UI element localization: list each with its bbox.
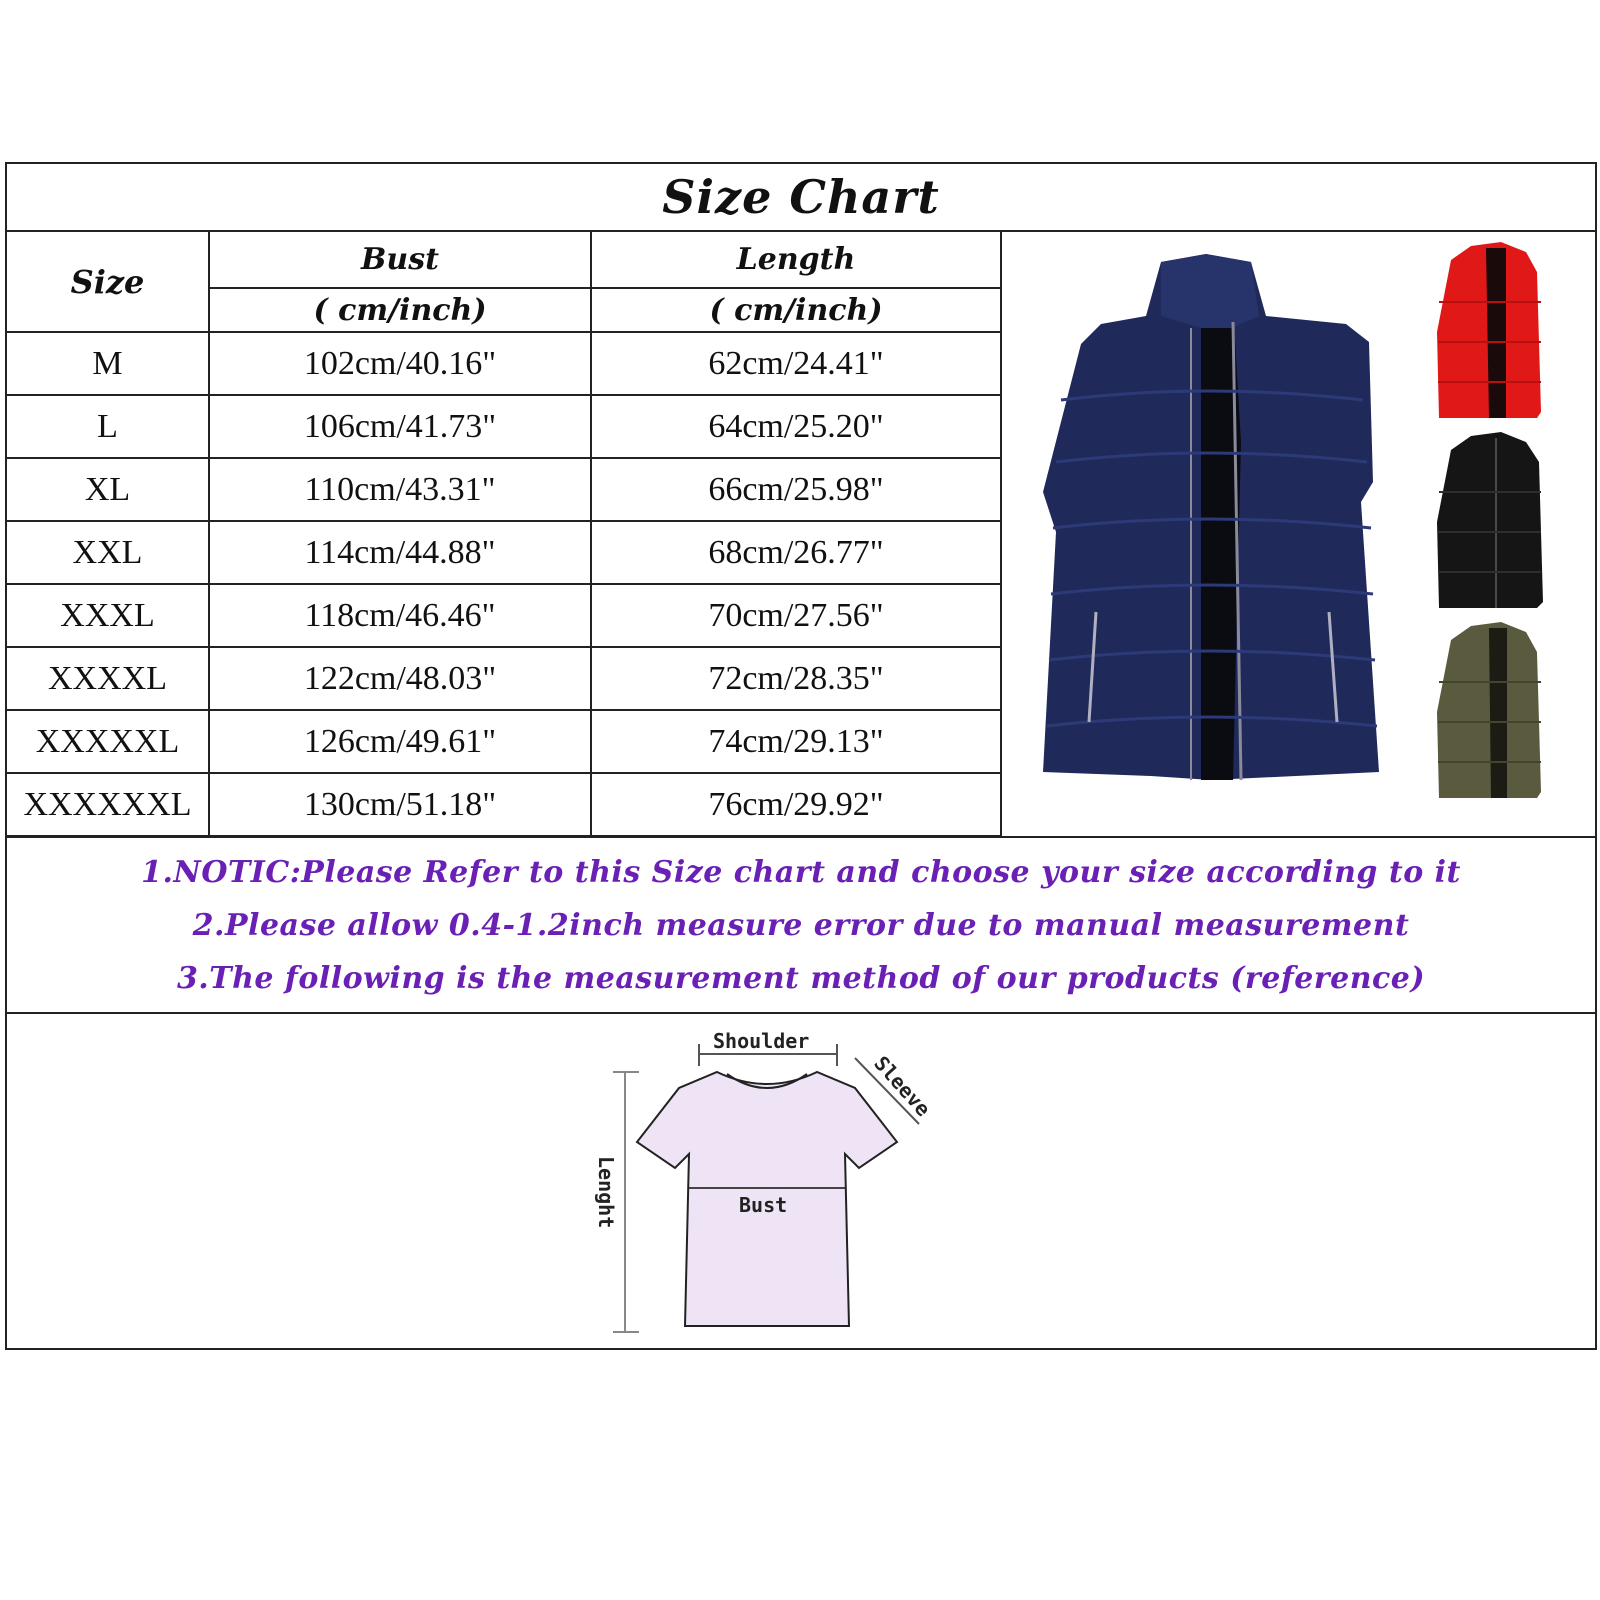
- bust-cell: 102cm/40.16": [209, 332, 591, 395]
- size-chart-frame: [5, 162, 1597, 1350]
- size-cell: XXXL: [7, 584, 209, 647]
- size-cell: L: [7, 395, 209, 458]
- bust-cell: 118cm/46.46": [209, 584, 591, 647]
- table-row: [7, 647, 1001, 710]
- table-row: [7, 332, 1001, 395]
- title-row: [7, 164, 1595, 232]
- bust-label: Bust: [739, 1193, 788, 1217]
- page-title: Size Chart: [662, 170, 940, 224]
- bust-cell: 126cm/49.61": [209, 710, 591, 773]
- size-cell: XXXXXXL: [7, 773, 209, 836]
- header-length-unit: ( cm/inch): [591, 288, 1001, 332]
- shoulder-label: Shoulder: [713, 1029, 810, 1053]
- header-size: Size: [7, 232, 209, 332]
- header-bust: Bust: [209, 232, 591, 288]
- length-cell: 70cm/27.56": [591, 584, 1001, 647]
- measurement-diagram-svg: [587, 1016, 1007, 1346]
- measurement-diagram: [587, 1016, 1007, 1346]
- size-cell: XXXXXL: [7, 710, 209, 773]
- table-row: [7, 773, 1001, 836]
- table-row: [7, 458, 1001, 521]
- length-cell: 74cm/29.13": [591, 710, 1001, 773]
- note-1: 1.NOTIC:Please Refer to this Size chart and choose your size according to it: [141, 855, 1461, 890]
- bust-cell: 122cm/48.03": [209, 647, 591, 710]
- length-cell: 62cm/24.41": [591, 332, 1001, 395]
- bust-cell: 114cm/44.88": [209, 521, 591, 584]
- size-cell: XXL: [7, 521, 209, 584]
- size-cell: XL: [7, 458, 209, 521]
- notes-section: [7, 836, 1595, 1014]
- size-table: [7, 232, 1002, 837]
- length-cell: 66cm/25.98": [591, 458, 1001, 521]
- table-row: [7, 710, 1001, 773]
- bust-cell: 130cm/51.18": [209, 773, 591, 836]
- sleeve-label: Sleeve: [869, 1051, 936, 1122]
- bust-cell: 110cm/43.31": [209, 458, 591, 521]
- red-vest-icon: [1437, 242, 1541, 418]
- product-photos-svg: [1001, 232, 1597, 836]
- length-cell: 68cm/26.77": [591, 521, 1001, 584]
- black-vest-icon: [1437, 432, 1543, 608]
- length-label: Lenght: [594, 1156, 618, 1229]
- header-bust-unit: ( cm/inch): [209, 288, 591, 332]
- size-cell: M: [7, 332, 209, 395]
- bust-cell: 106cm/41.73": [209, 395, 591, 458]
- header-length: Length: [591, 232, 1001, 288]
- note-2: 2.Please allow 0.4-1.2inch measure error due to manual measurement: [192, 908, 1410, 943]
- table-row: [7, 584, 1001, 647]
- length-cell: 72cm/28.35": [591, 647, 1001, 710]
- table-row: [7, 395, 1001, 458]
- navy-vest-icon: [1043, 254, 1379, 780]
- length-cell: 76cm/29.92": [591, 773, 1001, 836]
- table-row: [7, 521, 1001, 584]
- size-cell: XXXXL: [7, 647, 209, 710]
- note-3: 3.The following is the measurement method of our products (reference): [176, 961, 1426, 996]
- product-photos: [1001, 232, 1597, 836]
- olive-vest-icon: [1437, 622, 1541, 798]
- length-cell: 64cm/25.20": [591, 395, 1001, 458]
